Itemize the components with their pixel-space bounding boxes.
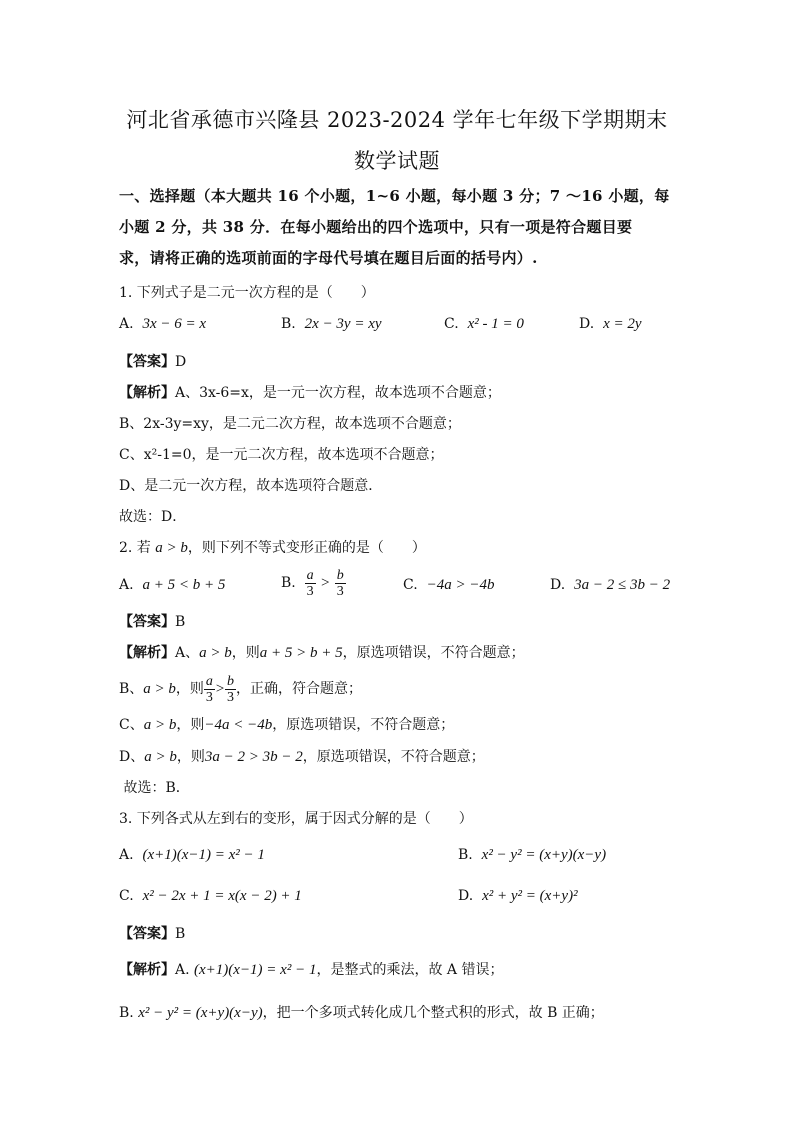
fraction-numerator: a [306,567,314,583]
fraction-denominator: 3 [306,583,314,599]
analysis-text: ，正确，符合题意； [236,681,363,697]
analysis-text: ，则 [176,717,205,733]
stem-text: ，则下列不等式变形正确的是（ ） [187,540,426,556]
option-expression: 3x − 6 = x [142,316,207,332]
analysis-text: ，则 [231,645,260,661]
option-expression: 3a − 2 ≤ 3b − 2 [574,577,671,593]
q1-option-d [579,314,642,334]
q3-option-b [458,845,606,865]
stem-condition: a > b [155,540,188,556]
analysis-expression: (x+1)(x−1) = x² − 1 [194,962,317,978]
q2-analysis-3 [119,715,454,735]
option-label: D. [458,888,474,904]
option-label: A. [119,316,134,332]
q1-analysis-3: C、x²-1=0，是一元二次方程，故本选项不合题意； [119,447,444,463]
q1-stem: 1. 下列式子是二元一次方程的是（ ） [119,285,375,301]
fraction-numerator: a [205,673,213,689]
analysis-text: ，原选项错误，不符合题意； [302,749,485,765]
option-expression: −4a > −4b [426,577,495,593]
fraction-b-over-3 [335,568,346,599]
q1-conclusion: 故选：D． [119,509,187,525]
option-label: B. [458,847,473,863]
answer-label: 【答案】 [119,926,175,942]
option-expression: (x+1)(x−1) = x² − 1 [142,847,265,863]
fraction-numerator: b [336,567,344,583]
option-label: D. [550,577,566,593]
fraction-a-over-3 [305,568,316,599]
q1-analysis-4: D、是二元一次方程，故本选项符合题意． [119,478,383,494]
q2-conclusion: 故选：B． [119,780,190,796]
analysis-text: ，则 [175,681,204,697]
analysis-label: 【解析】 [119,645,175,661]
document-subtitle: 数学试题 [354,149,440,173]
q2-stem [119,538,426,558]
q3-option-a [119,845,265,865]
option-label: C. [119,888,134,904]
answer-label: 【答案】 [119,354,175,370]
option-expression: x² − y² = (x+y)(x−y) [481,847,607,863]
q1-option-a [119,314,206,334]
answer-label: 【答案】 [119,614,175,630]
answer-value: D [175,354,187,370]
analysis-text: C、 [119,717,144,733]
q3-option-c [119,886,302,906]
analysis-text: A、 [175,645,200,661]
q2-option-a [119,575,225,595]
answer-value: B [175,614,186,630]
q1-answer [119,352,186,372]
analysis-condition: a > b [199,645,232,661]
analysis-text: ，是整式的乘法，故 A 错误； [316,962,504,978]
analysis-text: B、 [119,681,144,697]
option-label: B. [281,575,296,591]
q3-analysis-2 [119,1003,604,1023]
analysis-text: ，则 [176,749,205,765]
relation-symbol: > [214,681,226,697]
answer-value: B [175,926,186,942]
option-expression: a + 5 < b + 5 [142,577,226,593]
analysis-condition: a > b [144,749,177,765]
option-expression: x² − 2x + 1 = x(x − 2) + 1 [142,888,302,904]
section-heading-line2: 小题 2 分，共 38 分．在每小题给出的四个选项中，只有一项是符合题目要 [119,218,633,236]
relation-symbol: > [320,575,331,591]
fraction-denominator: 3 [205,689,213,705]
analysis-label: 【解析】 [119,385,175,401]
fraction-denominator: 3 [336,583,344,599]
analysis-text: ，原选项错误，不符合题意； [342,645,525,661]
q2-analysis-2 [119,672,362,706]
fraction-b-over-3 [225,674,236,705]
option-label: C. [403,577,418,593]
section-heading-line3: 求，请将正确的选项前面的字母代号填在题目后面的括号内）. [119,249,538,267]
analysis-expression: −4a < −4b [204,717,273,733]
q2-analysis-4 [119,747,485,767]
analysis-text: ，原选项错误，不符合题意； [272,717,455,733]
q1-option-b [281,314,382,334]
fraction-numerator: b [227,673,235,689]
q2-answer [119,612,185,632]
analysis-text: A. [175,962,195,978]
analysis-text: D、 [119,749,145,765]
analysis-expression: x² − y² = (x+y)(x−y) [138,1005,263,1021]
q1-option-c [444,314,524,334]
option-label: A. [119,847,134,863]
option-label: B. [281,316,296,332]
option-expression: x² + y² = (x+y)² [482,888,578,904]
q3-answer [119,924,185,944]
analysis-text: ，把一个多项式转化成几个整式积的形式，故 B 正确； [262,1005,604,1021]
analysis-condition: a > b [143,681,176,697]
option-expression: x² - 1 = 0 [467,316,524,332]
option-label: C. [444,316,459,332]
fraction-denominator: 3 [227,689,235,705]
q3-analysis-1 [119,960,503,980]
q3-option-d [458,886,578,906]
stem-text: 2. 若 [119,540,156,556]
q1-analysis-2: B、2x-3y=xy，是二元二次方程，故本选项不合题意； [119,416,461,432]
analysis-condition: a > b [143,717,177,733]
analysis-expression: a + 5 > b + 5 [259,645,343,661]
option-expression: x = 2y [603,316,642,332]
section-heading-line1: 一、选择题（本大题共 16 个小题，1~6 小题，每小题 3 分；7 ～16 小题，每 [119,187,670,205]
analysis-text: B. [119,1005,139,1021]
q2-option-b [281,566,346,600]
option-expression: 2x − 3y = xy [304,316,382,332]
q2-option-c [403,575,494,595]
analysis-label: 【解析】 [119,962,175,978]
document-title: 河北省承德市兴隆县 2023-2024 学年七年级下学期期末 [126,108,668,132]
fraction-a-over-3 [204,674,215,705]
option-label: A. [119,577,134,593]
q1-analysis-1 [119,383,501,403]
option-label: D. [579,316,595,332]
q2-option-d [550,575,670,595]
q3-stem: 3. 下列各式从左到右的变形，属于因式分解的是（ ） [119,811,473,827]
analysis-expression: 3a − 2 > 3b − 2 [204,749,303,765]
analysis-text: A、3x-6=x，是一元一次方程，故本选项不合题意； [175,385,501,401]
q2-analysis-1 [119,643,525,663]
